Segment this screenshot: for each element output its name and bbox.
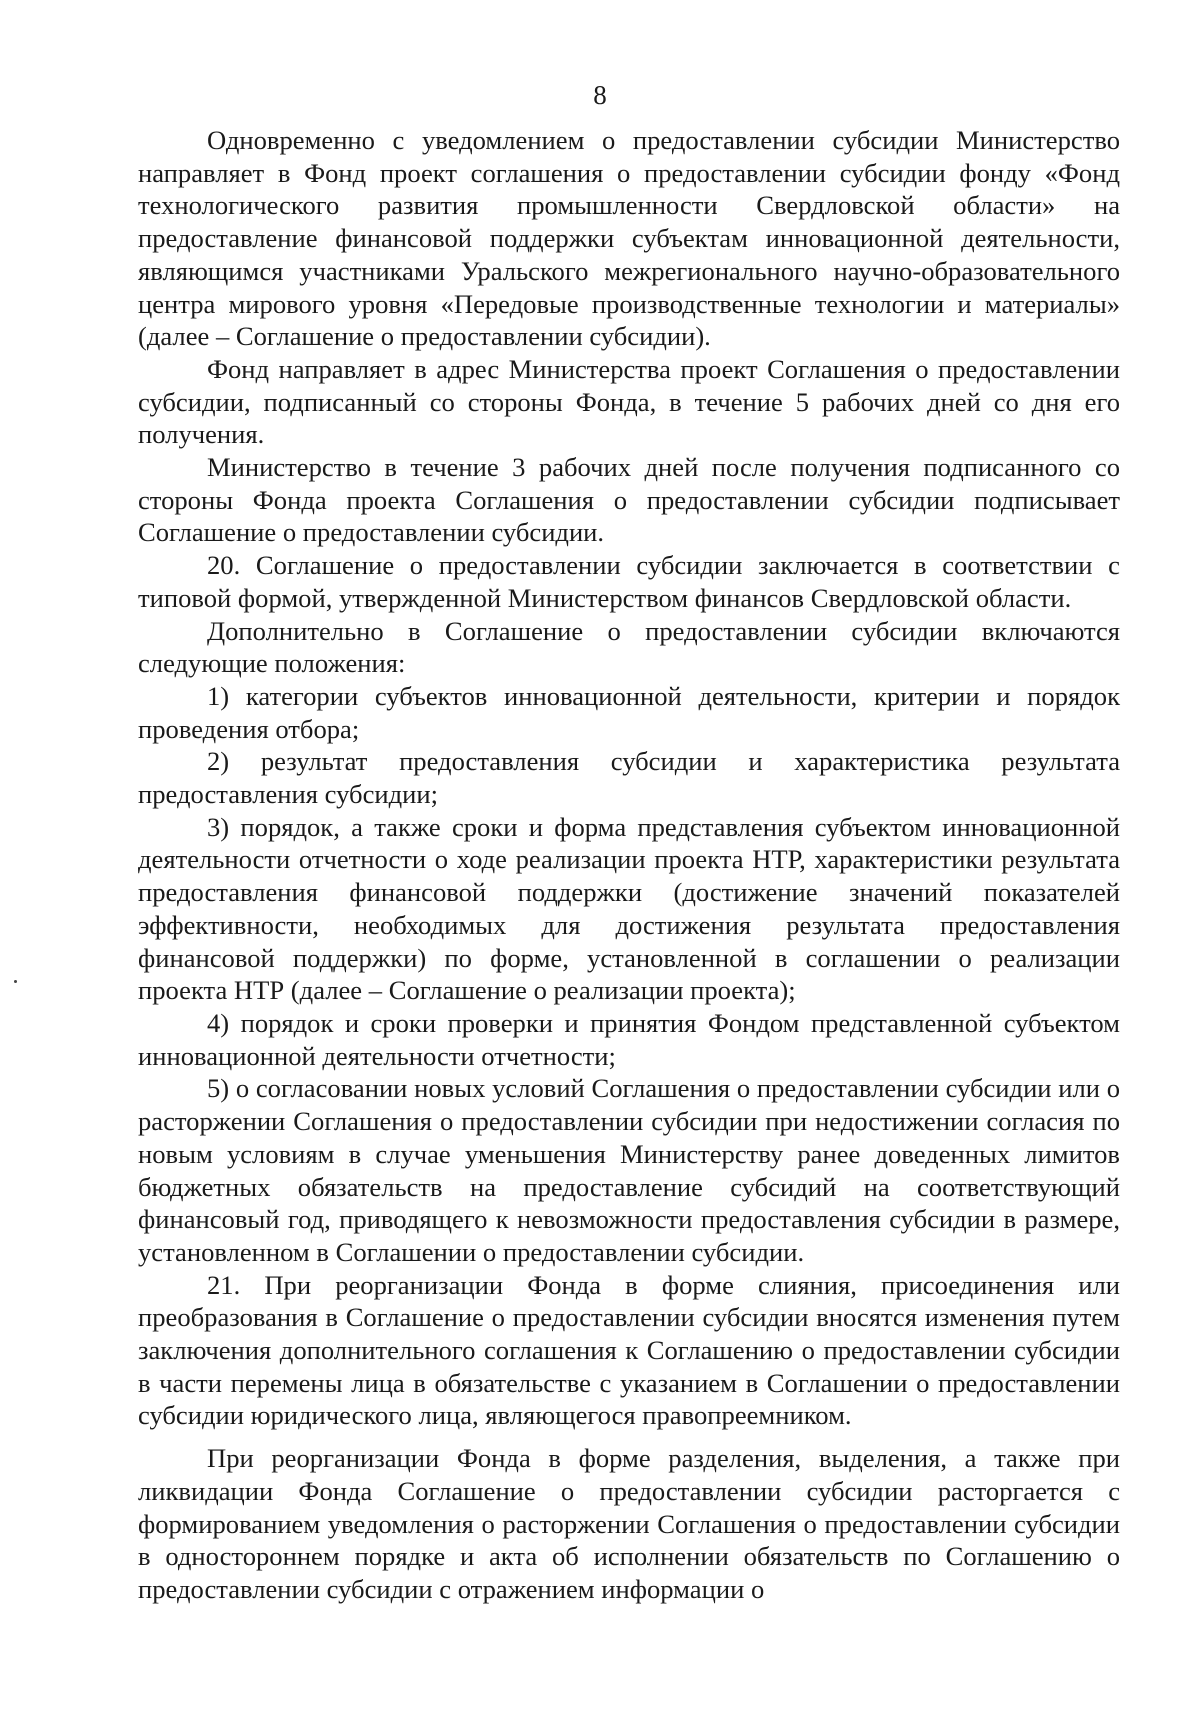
scan-speck xyxy=(14,980,17,983)
list-item-5: 5) о согласовании новых условий Соглашения о предоставлении субсидии или о расторжении Соглашения о предоставлении субсидии при недостижении согласия по новым условиям в случае уменьшения Министерству ранее доведенных лимитов бюджетных обязательств на предоставление субсидий на соответствующий финансовый год, приводящего к невозможности предоставления субсидии в размере, установленном в Соглашении о предоставлении субсидии. xyxy=(138,1073,1120,1267)
paragraph-fund-sends: Фонд направляет в адрес Министерства проект Соглашения о предоставлении субсидии, подписанный со стороны Фонда, в течение 5 рабочих дней со дня его получения. xyxy=(138,353,1120,450)
paragraph-item-21: 21. При реорганизации Фонда в форме слияния, присоединения или преобразования в Соглашение о предоставлении субсидии вносятся изменения путем заключения дополнительного соглашения к Соглашению о предоставлении субсидии в части перемены лица в обязательстве с указанием в Соглашении о предоставлении субсидии юридического лица, являющегося правопреемником. xyxy=(138,1269,1120,1431)
list-item-4: 4) порядок и сроки проверки и принятия Фондом представленной субъектом инновационной деятельности отчетности; xyxy=(138,1007,1120,1071)
paragraph-additional-provisions: Дополнительно в Соглашение о предоставлении субсидии включаются следующие положения: xyxy=(138,615,1120,679)
list-item-2: 2) результат предоставления субсидии и характеристика результата предоставления субсидии; xyxy=(138,746,1120,810)
paragraph-item-20: 20. Соглашение о предоставлении субсидии заключается в соответствии с типовой формой, утвержденной Министерством финансов Свердловской области. xyxy=(138,550,1120,613)
paragraph-ministry-signs: Министерство в течение 3 рабочих дней после получения подписанного со стороны Фонда проекта Соглашения о предоставлении субсидии подписывает Соглашение о предоставлении субсидии. xyxy=(138,452,1120,548)
paragraph-notification: Одновременно с уведомлением о предоставлении субсидии Министерство направляет в Фонд проект соглашения о предоставлении субсидии фонду «Фонд технологического развития промышленности Свердловской области» на предоставление финансовой поддержки субъектам инновационной деятельности, являющимся участниками Уральского межрегионального научно-образовательного центра мирового уровня «Передовые производственные технологии и материалы» (далее – Соглашение о предоставлении субсидии). xyxy=(138,125,1120,352)
list-item-1: 1) категории субъектов инновационной деятельности, критерии и порядок проведения отбора; xyxy=(138,680,1120,744)
paragraph-reorganization-division: При реорганизации Фонда в форме разделения, выделения, а также при ликвидации Фонда Соглашение о предоставлении субсидии расторгается с формированием уведомления о расторжении Соглашения о предоставлении субсидии в одностороннем порядке и акта об исполнении обязательств по Соглашению о предоставлении субсидии с отражением информации о xyxy=(138,1443,1120,1604)
page-number: 8 xyxy=(593,80,607,110)
list-item-3: 3) порядок, а также сроки и форма представления субъектом инновационной деятельности отчетности о ходе реализации проекта НТР, характеристики результата предоставления финансовой поддержки (достижение значений показателей эффективности, необходимых для достижения результата предоставления финансовой поддержки) по форме, установленной в соглашении о реализации проекта НТР (далее – Соглашение о реализации проекта); xyxy=(138,811,1120,1006)
document-body xyxy=(138,124,1120,1606)
